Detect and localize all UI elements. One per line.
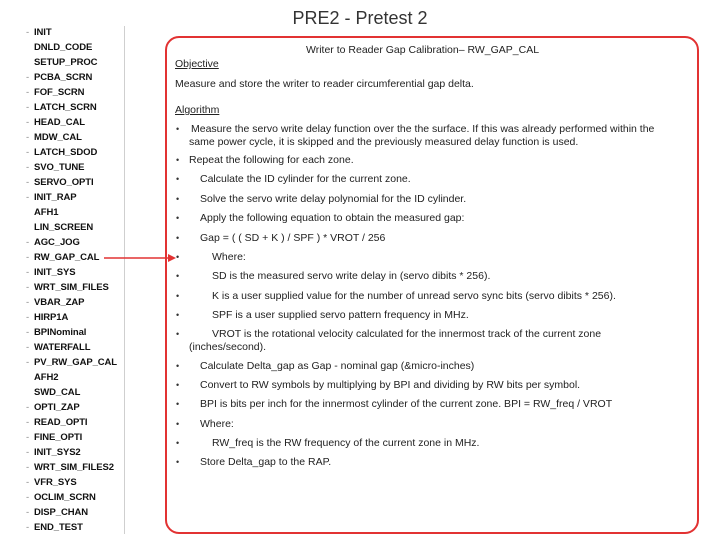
algorithm-step: same power cycle, it is skipped and the previously measured delay function is used. <box>189 136 579 148</box>
step-item: - LATCH_SCRN <box>26 102 97 113</box>
bullet-icon: • <box>176 271 180 281</box>
step-item: - VFR_SYS <box>26 477 77 488</box>
step-item: - LATCH_SDOD <box>26 147 98 158</box>
algorithm-step: Where: <box>200 418 234 430</box>
algorithm-step: Where: <box>212 251 246 263</box>
step-item: AFH1 <box>34 207 59 218</box>
algorithm-step: Measure the servo write delay function over the the surface. If this was already performed within the <box>191 123 655 135</box>
step-item: - AGC_JOG <box>26 237 80 248</box>
algorithm-step: SD is the measured servo write delay in (servo dibits * 256). <box>212 270 491 282</box>
bullet-icon: • <box>176 419 180 429</box>
step-item: - READ_OPTI <box>26 417 88 428</box>
algorithm-heading: Algorithm <box>175 104 220 116</box>
step-item: - HIRP1A <box>26 312 69 323</box>
step-item: - WATERFALL <box>26 342 91 353</box>
algorithm-step: VROT is the rotational velocity calculated for the innermost track of the current zone <box>212 328 602 340</box>
test-step-list <box>26 26 125 534</box>
step-item: LIN_SCREEN <box>34 222 94 233</box>
step-item: DNLD_CODE <box>34 42 93 53</box>
bullet-icon: • <box>176 291 180 301</box>
step-item: - SERVO_OPTI <box>26 177 94 188</box>
bullet-icon: • <box>176 329 180 339</box>
step-item: - END_TEST <box>26 522 83 533</box>
step-item: - FINE_OPTI <box>26 432 83 443</box>
bullet-icon: • <box>176 155 180 165</box>
bullet-icon: • <box>176 380 180 390</box>
step-item: - PCBA_SCRN <box>26 72 93 83</box>
bullet-icon: • <box>176 194 180 204</box>
objective-text: Measure and store the writer to reader circumferential gap delta. <box>175 78 474 90</box>
slide-title: PRE2 - Pretest 2 <box>292 8 428 28</box>
algorithm-step: Solve the servo write delay polynomial for the ID cylinder. <box>200 193 467 205</box>
step-item: - WRT_SIM_FILES <box>26 282 109 293</box>
algorithm-step: (inches/second). <box>189 341 267 353</box>
step-item: - OPTI_ZAP <box>26 402 80 413</box>
bullet-icon: • <box>176 310 180 320</box>
bullet-icon: • <box>176 213 180 223</box>
algorithm-step: Apply the following equation to obtain the measured gap: <box>200 212 465 224</box>
bullet-icon: • <box>176 361 180 371</box>
step-item: - VBAR_ZAP <box>26 297 85 308</box>
step-item: - INIT_SYS <box>26 267 76 278</box>
objective-heading: Objective <box>175 58 219 70</box>
step-item: - INIT_SYS2 <box>26 447 81 458</box>
algorithm-step: Repeat the following for each zone. <box>189 154 354 166</box>
bullet-icon: • <box>176 124 180 134</box>
algorithm-step: RW_freq is the RW frequency of the current zone in MHz. <box>212 437 480 449</box>
algorithm-step: Store Delta_gap to the RAP. <box>200 456 332 468</box>
step-item: - SVO_TUNE <box>26 162 85 173</box>
gap-equation: Gap = ( ( SD + K ) / SPF ) * VROT / 256 <box>200 232 386 244</box>
bullet-icon: • <box>176 252 180 262</box>
bullet-icon: • <box>176 174 180 184</box>
step-item: - OCLIM_SCRN <box>26 492 96 503</box>
step-item: - INIT <box>26 27 52 38</box>
step-item: - PV_RW_GAP_CAL <box>26 357 117 368</box>
bullet-icon: • <box>176 438 180 448</box>
step-item-current: - RW_GAP_CAL <box>26 252 100 263</box>
step-item: SETUP_PROC <box>34 57 98 68</box>
algorithm-step: K is a user supplied value for the number of unread servo sync bits (servo dibits * 256). <box>212 290 616 302</box>
bullet-icon: • <box>176 233 180 243</box>
bullet-icon: • <box>176 457 180 467</box>
step-item: AFH2 <box>34 372 59 383</box>
algorithm-step: Calculate the ID cylinder for the current zone. <box>200 173 411 185</box>
step-item: - WRT_SIM_FILES2 <box>26 462 114 473</box>
algorithm-step: SPF is a user supplied servo pattern frequency in MHz. <box>212 309 469 321</box>
step-item: - FOF_SCRN <box>26 87 85 98</box>
algorithm-step: Convert to RW symbols by multiplying by BPI and dividing by RW bits per symbol. <box>200 379 581 391</box>
step-item: - INIT_RAP <box>26 192 77 203</box>
step-item: - DISP_CHAN <box>26 507 88 518</box>
step-item: - BPINominal <box>26 327 87 338</box>
step-item: - MDW_CAL <box>26 132 82 143</box>
section-subtitle: Writer to Reader Gap Calibration– RW_GAP_CAL <box>306 44 540 56</box>
step-item: SWD_CAL <box>34 387 81 398</box>
algorithm-step: BPI is bits per inch for the innermost cylinder of the current zone. BPI = RW_freq / VROT <box>200 398 613 410</box>
bullet-icon: • <box>176 399 180 409</box>
algorithm-step: Calculate Delta_gap as Gap - nominal gap (&micro-inches) <box>200 360 475 372</box>
step-item: - HEAD_CAL <box>26 117 85 128</box>
